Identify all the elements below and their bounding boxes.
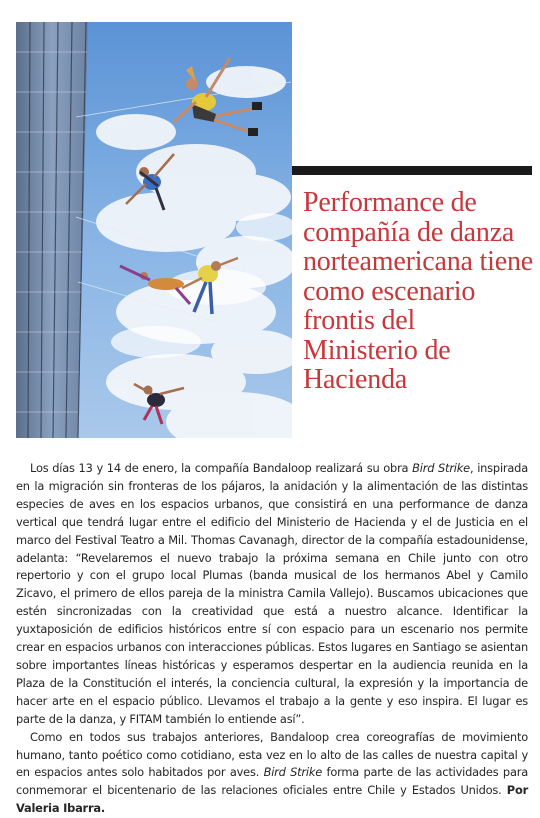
aerial-dancers-photo	[16, 22, 292, 438]
paragraph-2-text-a: Como en todos sus trabajos anteriores, Bandaloop crea coreografías de movimiento humano, tanto poético como cotidiano, esta vez en lo alto de las calles de nuestra capital y en espacios antes solo habitados por aves.	[16, 729, 528, 780]
paragraph-1-text-b: , inspirada en la migración sin fronteras de los pájaros, la anidación y la alimentación de las distintas especies de aves en los espacios urbanos, que consistirá en una performance de danza vertical que tendrá lugar entre el edificio del Ministerio de Hacienda y el de Justicia en el marco del Festival Teatro a Mil. Thomas Cavanagh, director de la compañía estadounidense, adelanta: “Revelaremos el nuevo trabajo la próxima semana en Chile junto con otro repertorio y con el grupo local Plumas (banda musical de los hermanos Abel y Camilo Zicavo, el primero de ellos pareja de la ministra Camila Vallejo). Buscamos ubicaciones que estén sincronizadas con la creatividad que está a nuestro alcance. Identificar la yuxtaposición de edificios históricos entre sí con espacio para un escenario nos permite crear en espacios urbanos con interacciones públicas. Estos lugares en Santiago se asientan sobre importantes líneas históricas y esperamos despertar en la audiencia reunida en la Plaza de la Constitución el interés, la conciencia cultural, la expresión y la importancia de hacer arte en el espacio público. Llevamos el trabajo a la gente y eso inspira. El lugar es parte de la danza, y FITAM también lo entiende así”.	[16, 461, 528, 726]
headline-rule	[292, 166, 532, 175]
work-title: Bird Strike	[263, 765, 323, 780]
article-body	[16, 460, 528, 818]
paragraph-2-text-b: forma parte de las actividades para conmemorar el bicentenario de las relaciones oficiales entre Chile y Estados Unidos.	[16, 765, 528, 798]
work-title: Bird Strike	[412, 461, 470, 475]
article-headline: Performance de compañía de danza norteamericana tiene como escenario frontis del Ministerio de Hacienda	[303, 187, 533, 395]
byline: Por Valeria Ibarra.	[16, 783, 528, 816]
paragraph-1-text-a: Los días 13 y 14 de enero, la compañía Bandaloop realizará su obra	[30, 461, 413, 475]
article-paragraph-2	[16, 729, 528, 818]
article-paragraph-1	[16, 460, 528, 729]
